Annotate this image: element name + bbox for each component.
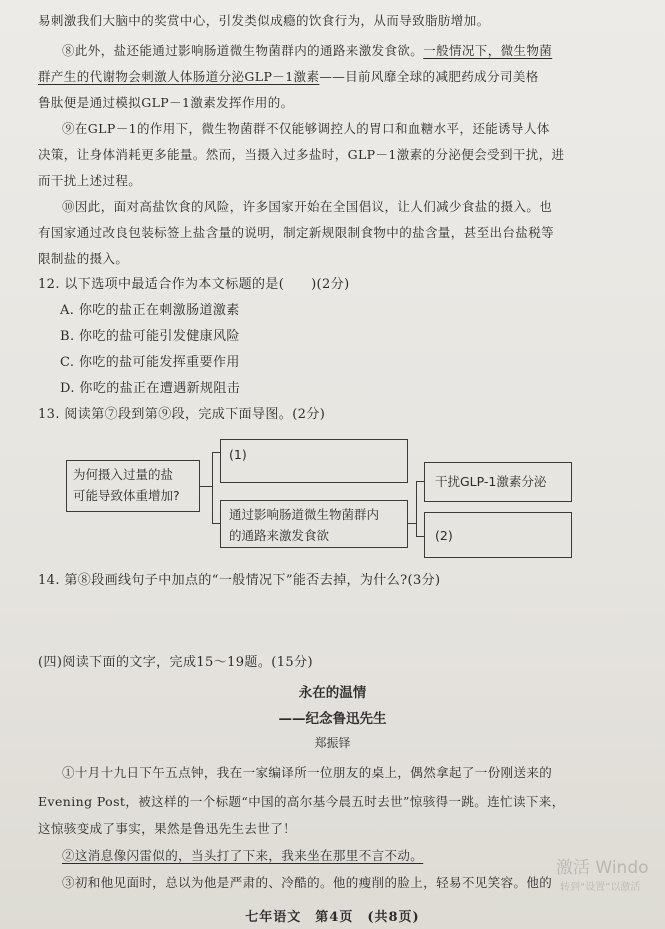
paragraph-8-text: ⑧此外，盐还能通过影响肠道微生物菌群内的通路来激发食欲。 — [62, 43, 424, 58]
option-d: D. 你吃的盐正在遭遇新规阻击 — [60, 381, 241, 396]
paragraph-8-line1 — [62, 38, 642, 64]
article-p1-line2: Evening Post，被这样的一个标题“中国的高尔基今晨五时去世”惊骇得一跳。连忙读下来， — [38, 794, 565, 809]
article-p2: ②这消息像闪雷似的，当头打了下来，我来坐在那里不言不动。 — [62, 848, 424, 863]
page-footer: 七年语文 第4页 (共8页) — [245, 910, 420, 925]
paragraph-10-line2: 有国家通过改良包装标签上盐含量的说明，制定新规限制食物中的盐含量，甚至出台盐税等 — [38, 225, 555, 240]
option-b: B. 你吃的盐可能引发健康风险 — [60, 329, 240, 344]
blank-label-1: (1) — [229, 447, 247, 462]
paragraph-8-line3: 鲁肽便是通过模拟GLP－1激素发挥作用的。 — [38, 95, 294, 110]
section-4-heading: (四)阅读下面的文字，完成15～19题。(15分) — [38, 655, 313, 670]
connector-line — [200, 486, 212, 487]
underlined-sentence: 群产生的代谢物会刺激人体肠道分泌GLP－1激素 — [38, 69, 320, 84]
option-a: A. 你吃的盐正在刺激肠道激素 — [60, 303, 240, 318]
question-14-stem: 14. 第⑧段画线句子中加点的“一般情况下”能否去掉，为什么?(3分) — [38, 573, 441, 588]
blank-label-2: (2) — [435, 528, 453, 543]
connector-line — [212, 523, 220, 524]
connector-bracket — [212, 452, 213, 524]
mindmap-blank-2[interactable] — [424, 512, 572, 558]
mindmap-root-line2: 可能导致体重增加? — [73, 488, 180, 503]
branch-2-line2: 的通路来激发食欲 — [229, 528, 330, 543]
mindmap-root-line1: 为何摄入过量的盐 — [73, 467, 174, 482]
paragraph-9-line3: 而干扰上述过程。 — [38, 173, 142, 188]
branch-2-line1: 通过影响肠道微生物菌群内 — [229, 507, 380, 522]
connector-line — [416, 481, 424, 482]
activation-watermark: 激活 Windo — [556, 858, 649, 878]
article-title: 永在的温情 — [298, 685, 367, 701]
passage-line: 易刺激我们大脑中的奖赏中心，引发类似成瘾的饮食行为，从而导致脂肪增加。 — [38, 13, 490, 28]
paragraph-10-line1: ⑩因此，面对高盐饮食的风险，许多国家开始在全国倡议，让人们减少食盐的摄入。也 — [62, 199, 553, 214]
mindmap-leaf-1 — [424, 462, 572, 502]
paragraph-10-line3: 限制盐的摄入。 — [38, 251, 129, 266]
article-author: 郑振铎 — [314, 736, 351, 750]
article-p1-line1: ①十月十九日下午五点钟，我在一家编译所一位朋友的桌上，偶然拿起了一份刚送来的 — [62, 765, 553, 780]
question-13-stem: 13. 阅读第⑦段到第⑨段，完成下面导图。(2分) — [38, 407, 326, 422]
paragraph-9-line1: ⑨在GLP－1的作用下，微生物菌群不仅能够调控人的胃口和血糖水平，还能诱导人体 — [62, 121, 550, 136]
article-p1-line3: 这惊骇变成了事实，果然是鲁迅先生去世了！ — [38, 821, 297, 836]
connector-bracket — [416, 481, 417, 537]
mindmap-branch-2 — [220, 500, 408, 548]
option-c: C. 你吃的盐可能发挥重要作用 — [60, 355, 240, 370]
article-p3-line1: ③初和他见面时，总以为他是严肃的、冷酷的。他的瘦削的脸上，轻易不见笑容。他的 — [62, 875, 553, 890]
paragraph-8-text: ——目前风靡全球的减肥药成分司美格 — [319, 69, 539, 84]
connector-line — [408, 523, 416, 524]
connector-line — [212, 452, 220, 453]
article-subtitle: ——纪念鲁迅先生 — [278, 711, 387, 727]
connector-line — [416, 536, 424, 537]
underlined-sentence: 一般情况下，微生物菌 — [423, 43, 553, 58]
mindmap-root-box — [66, 460, 200, 512]
mindmap-blank-1[interactable] — [220, 439, 408, 483]
paragraph-9-line2: 决策，让身体消耗更多能量。然而，当摄入过多盐时，GLP－1激素的分泌便会受到干扰，进 — [38, 147, 565, 162]
activation-watermark-sub: 转到“设置”以激活 — [560, 882, 641, 893]
paragraph-8-line2 — [38, 64, 618, 90]
leaf-1-text: 干扰GLP-1激素分泌 — [435, 474, 547, 489]
question-12-stem: 12. 以下选项中最适合作为本文标题的是( )(2分) — [38, 277, 350, 292]
